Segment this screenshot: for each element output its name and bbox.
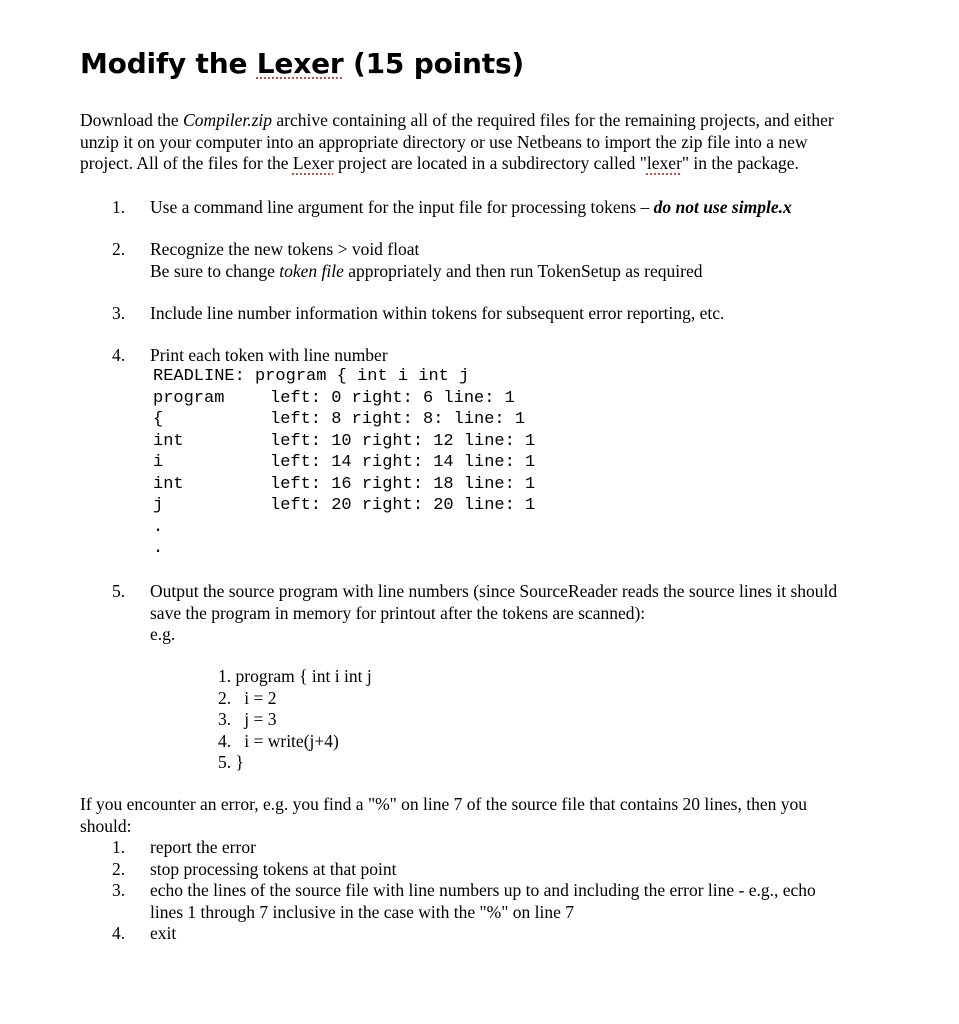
step-1-number: 1. [112,197,126,217]
ellipsis-dot: . [153,517,164,537]
token-info: left: 0 right: 6 line: 1 [270,388,515,408]
token-name: i [153,453,164,472]
step-4-number: 4. [112,345,126,365]
error-item-1-text: report the error [150,837,256,857]
error-item-4-text: exit [150,923,177,943]
intro-text: project. All of the files for the [80,153,293,173]
token-info: left: 20 right: 20 line: 1 [270,496,536,515]
token-name: program [153,388,225,408]
step-text: Use a command line argument for the input file for processing tokens – [150,197,654,217]
intro-text: project are located in a subdirectory called " [333,153,647,173]
error-item-4-number: 4. [112,923,126,943]
intro-line-1 [80,110,834,132]
step-1-emphasis: do not use simple.x [653,197,792,217]
step-1-text [150,197,792,218]
readline-output: READLINE: program { int i int j [153,367,470,386]
error-item-2-number: 2. [112,858,126,879]
source-line: 3. j = 3 [218,709,277,729]
source-line: 5. } [218,752,244,772]
page-title [80,47,524,80]
token-info: left: 16 right: 18 line: 1 [270,474,536,494]
error-line-2: should: [80,815,132,836]
token-name: int [153,431,184,451]
intro-filename: Compiler.zip [183,110,273,130]
step-2-emphasis: token file [279,260,344,281]
error-item-3-text-line-2: lines 1 through 7 inclusive in the case with the "%" on line 7 [150,901,574,922]
step-text: Be sure to change [150,260,280,281]
source-line: 2. i = 2 [218,687,277,708]
step-2-number: 2. [112,239,126,259]
token-name: { [153,410,164,429]
title-lexer-word: Lexer [256,47,344,80]
token-name: j [153,496,164,515]
step-5-text-line-2: save the program in memory for printout after the tokens are scanned): [150,602,646,623]
source-line: 1. program { int i int j [218,666,372,686]
error-item-3-text: echo the lines of the source file with line numbers up to and including the error line - e.g., echo [150,880,816,900]
step-4-text: Print each token with line number [150,345,388,365]
title-post: (15 points) [343,47,525,80]
title-pre: Modify the [80,47,257,80]
step-2-text: Recognize the new tokens > void float [150,239,420,259]
error-item-2-text: stop processing tokens at that point [150,858,397,879]
step-3-text: Include line number information within tokens for subsequent error reporting, etc. [150,303,725,323]
intro-lexer-dir: lexer [646,153,682,173]
error-item-1-number: 1. [112,837,126,857]
error-line-1: If you encounter an error, e.g. you find a "%" on line 7 of the source file that contains 20 lines, then you [80,794,807,814]
token-info: left: 14 right: 14 line: 1 [270,453,536,472]
step-5-text: Output the source program with line numbers (since SourceReader reads the source lines it should [150,581,838,601]
intro-text: Download the [80,110,184,130]
step-5-number: 5. [112,581,126,601]
intro-line-2: unzip it on your computer into an appropriate directory or use Netbeans to import the zip file into a new [80,131,808,152]
intro-line-3 [80,153,799,175]
intro-text: " in the package. [681,153,799,173]
error-item-3-number: 3. [112,880,126,900]
step-text: appropriately and then run TokenSetup as required [343,260,703,281]
step-5-eg: e.g. [150,624,176,644]
source-line: 4. i = write(j+4) [218,730,339,751]
intro-text: archive containing all of the required files for the remaining projects, and either [272,110,834,130]
step-2-subtext [150,261,702,282]
token-info: left: 8 right: 8: line: 1 [270,410,526,429]
token-name: int [153,474,184,494]
ellipsis-dot: . [153,539,164,558]
token-info: left: 10 right: 12 line: 1 [270,431,536,451]
step-3-number: 3. [112,303,126,323]
intro-lexer-word: Lexer [292,153,334,173]
